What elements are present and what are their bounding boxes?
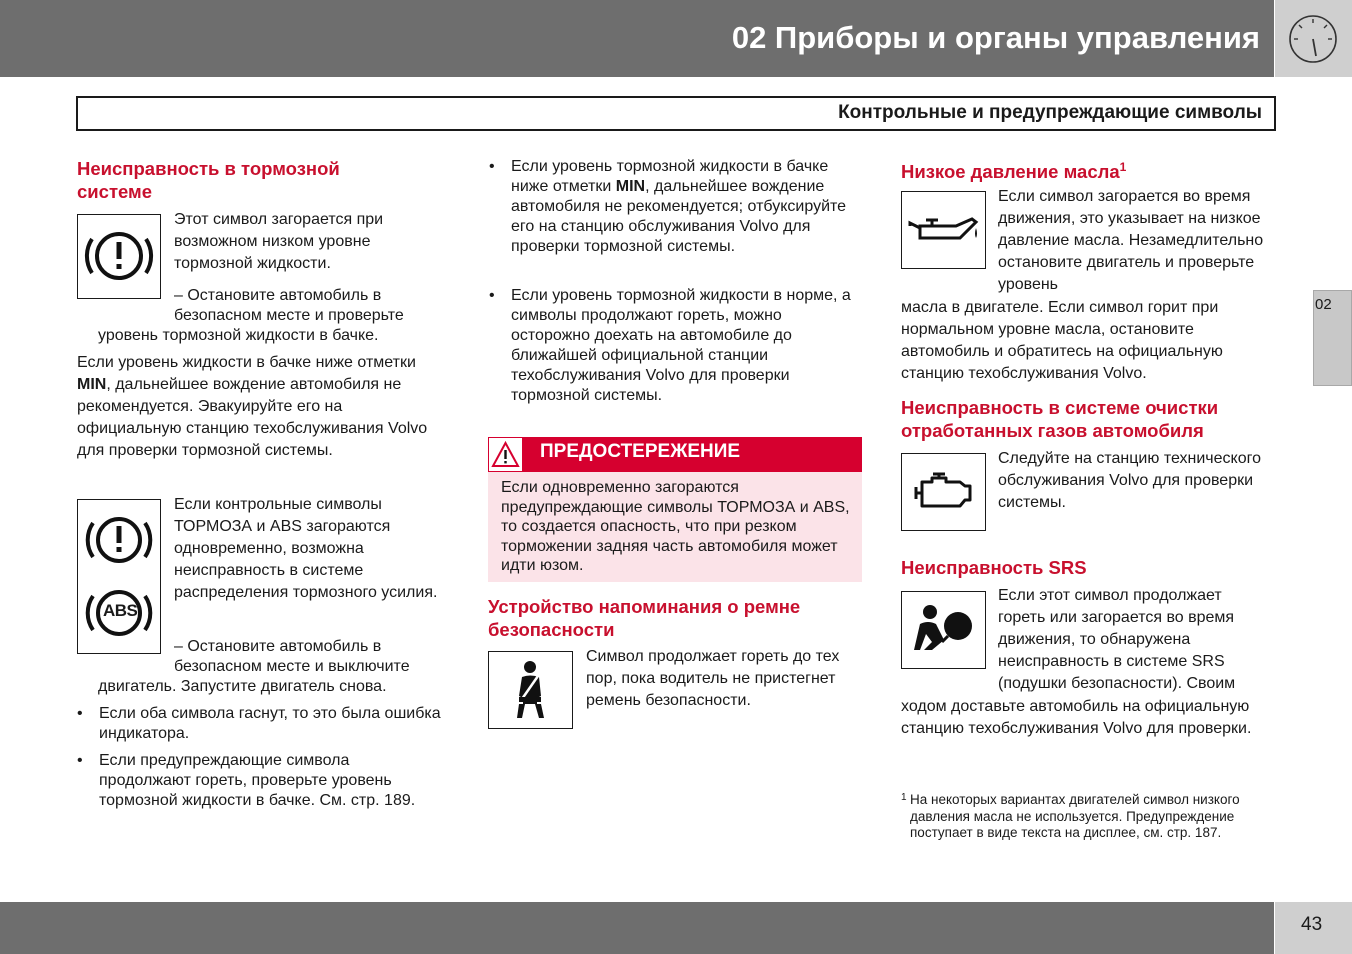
brake-heading: Неисправность в тормозной системе: [77, 158, 340, 202]
bullet-text: Если оба символа гаснут, то это была ошибка индикатора.: [99, 705, 441, 742]
chapter-tab: [1313, 290, 1352, 386]
footer-bar: [0, 902, 1274, 954]
bullet-text-post: , дальнейшее вождение автомобиля не рекомендуется; отбуксируйте его на станцию обслуживания Volvo для проверки тормозной системы.: [511, 178, 847, 255]
warning-header: [488, 437, 862, 472]
engine-icon: [902, 454, 985, 530]
brake-warning-icon: [78, 215, 160, 298]
brake-icon-box: [77, 214, 161, 299]
chapter-tab-label: 02: [1315, 296, 1332, 313]
page-number-box: [1275, 902, 1352, 954]
footnote-text: На некоторых вариантах двигателей символ низкого давления масла не используется. Предупреждение поступает в виде текста на дисплее, см. стр. 187.: [910, 792, 1240, 840]
brake-step2-text: Остановите автомобиль в безопасном месте и выключите: [174, 638, 410, 675]
bullet-text-pre: Если уровень тормозной жидкости в бачке ниже отметки: [511, 158, 829, 195]
srs-text-a: Если этот символ продолжает гореть или загорается во время движения, то обнаружена неисправность в системе SRS (подушки безопасности). Своим: [998, 587, 1236, 692]
brake-abs-icons: [78, 500, 160, 653]
warning-body: [488, 472, 862, 582]
bullet-mark: •: [77, 705, 83, 722]
abs-icon-text: Если контрольные символы ТОРМОЗА и ABS загораются одновременно, возможна неисправность в системе распределения тормозного усилия.: [174, 496, 438, 601]
bullet-text: Если уровень тормозной жидкости в норме, а символы продолжают гореть, можно осторожно доехать на автомобиле до ближайшей официальной станции техобслуживания Volvo для проверки тормозной системы.: [511, 287, 851, 404]
oil-icon-box: [901, 191, 986, 269]
list-item: [77, 704, 444, 744]
bullet-mark: •: [489, 287, 495, 304]
footnote: [901, 792, 1261, 842]
exhaust-heading: Неисправность в системе очистки отработанных газов автомобиля: [901, 397, 1219, 441]
oil-heading: [901, 156, 1261, 183]
exhaust-text: Следуйте на станцию технического обслуживания Volvo для проверки системы.: [998, 450, 1261, 511]
warning-triangle-icon: [489, 438, 522, 471]
seatbelt-heading: Устройство напоминания о ремне безопасности: [488, 596, 801, 640]
brake-para-pre: Если уровень жидкости в бачке ниже отметки: [77, 354, 416, 371]
engine-icon-box: [901, 453, 986, 531]
brake-step1: [174, 286, 444, 326]
brake-para-post: , дальнейшее вождение автомобиля не рекомендуется. Эвакуируйте его на официальную станцию техобслуживания Volvo для проверки тормозной системы.: [77, 376, 428, 459]
brake-step1-text: Остановите автомобиль в безопасном месте и проверьте: [174, 287, 404, 324]
airbag-icon: [902, 592, 985, 668]
footnote-ref: 1: [1119, 160, 1127, 174]
bullet-mark: •: [77, 752, 83, 769]
srs-heading: Неисправность SRS: [901, 557, 1087, 578]
chapter-title: 02 Приборы и органы управления: [731, 20, 1260, 55]
list-item: [77, 751, 429, 811]
oil-text-b: масла в двигателе. Если символ горит при нормальном уровне масла, остановите автомобиль и обратитесь на официальную станцию техобслуживания Volvo.: [901, 299, 1223, 382]
step-dash: –: [174, 638, 183, 655]
step-dash: –: [174, 287, 183, 304]
brake-abs-icon-box: [77, 499, 161, 654]
header-bar: [0, 0, 1274, 77]
brake-paragraph: [77, 352, 447, 462]
brake-warning-icon: [88, 519, 151, 561]
brake-icon-text: Этот символ загорается при возможном низком уровне тормозной жидкости.: [174, 211, 384, 272]
list-item: [489, 286, 863, 406]
section-title-box: [76, 96, 1276, 131]
bullet-text: Если предупреждающие символа продолжают гореть, проверьте уровень тормозной жидкости в бачке. См. стр. 189.: [99, 752, 416, 809]
oil-heading-text: Низкое давление масла: [901, 161, 1120, 183]
gauge-icon: [1285, 13, 1341, 65]
seatbelt-icon: [489, 652, 572, 728]
airbag-icon-box: [901, 591, 986, 669]
oil-text-a: Если символ загорается во время движения, это указывает на низкое давление масла. Незамедлительно остановите двигатель и проверьте уровень: [998, 188, 1264, 293]
warning-title: ПРЕДОСТЕРЕЖЕНИЕ: [540, 441, 741, 462]
oil-can-icon: [902, 192, 985, 268]
abs-label: ABS: [103, 601, 138, 620]
warning-triangle-box: [488, 437, 523, 472]
min-mark: MIN: [615, 178, 646, 195]
min-mark: MIN: [77, 376, 107, 393]
section-title: Контрольные и предупреждающие символы: [838, 102, 1262, 123]
brake-step1-cont: уровень тормозной жидкости в бачке.: [98, 327, 379, 344]
bullet-mark: •: [489, 158, 495, 175]
seatbelt-text: Символ продолжает гореть до тех пор, пока водитель не пристегнет ремень безопасности.: [586, 648, 840, 709]
brake-step2-cont: двигатель. Запустите двигатель снова.: [98, 678, 387, 695]
brake-step2: [174, 637, 449, 677]
chapter-icon-box: [1275, 0, 1352, 77]
warning-text: Если одновременно загораются предупреждающие символы ТОРМОЗА и ABS, то создается опасность, что при резком торможении задняя часть автомобиля может идти юзом.: [501, 479, 850, 574]
page-number: 43: [1301, 914, 1323, 935]
footnote-mark: 1: [901, 792, 907, 803]
seatbelt-icon-box: [488, 651, 573, 729]
list-item: [489, 157, 863, 257]
srs-text-b: ходом доставьте автомобиль на официальную станцию техобслуживания Volvo для проверки.: [901, 698, 1252, 737]
